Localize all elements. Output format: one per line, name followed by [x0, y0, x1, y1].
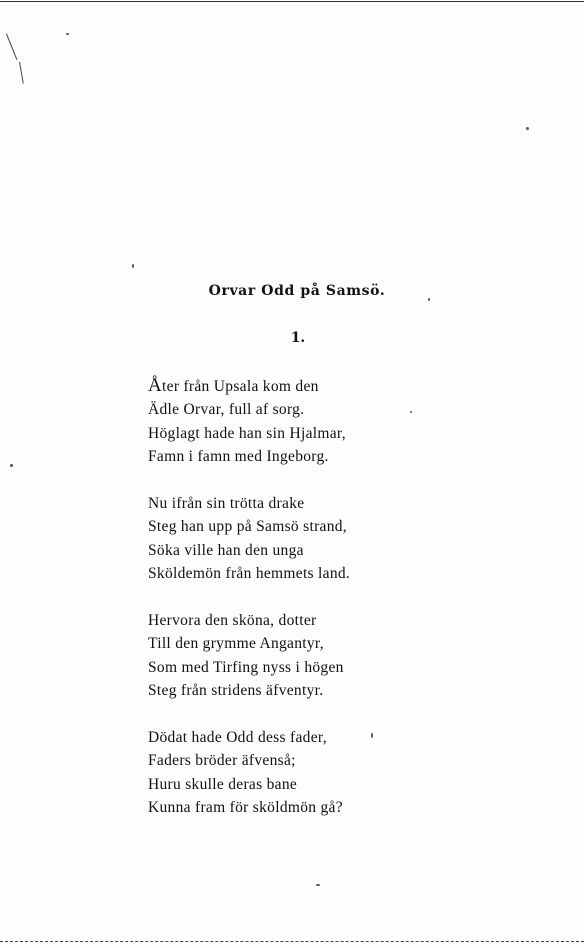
verse-line: Ädle Orvar, full af sorg.: [148, 401, 305, 419]
paper-speck: [66, 33, 69, 35]
stanza: [148, 726, 448, 820]
verse-line: Som med Tirfing nyss i högen: [148, 658, 344, 676]
stanza: [148, 492, 448, 586]
stanza: [148, 374, 448, 469]
paper-speck: [10, 464, 13, 467]
paper-speck: [526, 127, 529, 130]
top-page-edge-rule: [0, 1, 584, 2]
verse-line: Famn i famn med Ingeborg.: [148, 448, 329, 466]
verse-line: Söka ville han den unga: [148, 541, 304, 559]
bottom-page-edge-rule: [0, 941, 584, 942]
poem-title: Orvar Odd på Samsö.: [208, 283, 386, 300]
verse-line: Åter från Upsala kom den: [148, 375, 319, 396]
verse-line: Hervora den sköna, dotter: [148, 612, 317, 630]
initial-letter: Å: [148, 375, 163, 396]
poem-body: [148, 374, 448, 843]
verse-line: Till den grymme Angantyr,: [148, 635, 324, 653]
verse-line: Dödat hade Odd dess fader,: [148, 729, 327, 747]
verse-line: Faders bröder äfvenså;: [148, 752, 296, 770]
section-number: 1.: [290, 330, 306, 346]
stanza: [148, 609, 448, 703]
paper-speck: [132, 264, 134, 268]
verse-line: Steg från stridens äfventyr.: [148, 682, 324, 700]
verse-line: Kunna fram för sköldmön gå?: [148, 799, 343, 817]
paper-speck: [316, 884, 320, 886]
verse-line: Höglagt hade han sin Hjalmar,: [148, 424, 346, 442]
verse-line: Nu ifrån sin trötta drake: [148, 495, 305, 513]
verse-line: Sköldemön från hemmets land.: [148, 565, 351, 583]
margin-scratch-mark: [19, 62, 24, 84]
verse-line: Huru skulle deras bane: [148, 775, 298, 793]
verse-line: Steg han upp på Samsö strand,: [148, 518, 347, 536]
margin-scratch-mark: [6, 34, 17, 60]
